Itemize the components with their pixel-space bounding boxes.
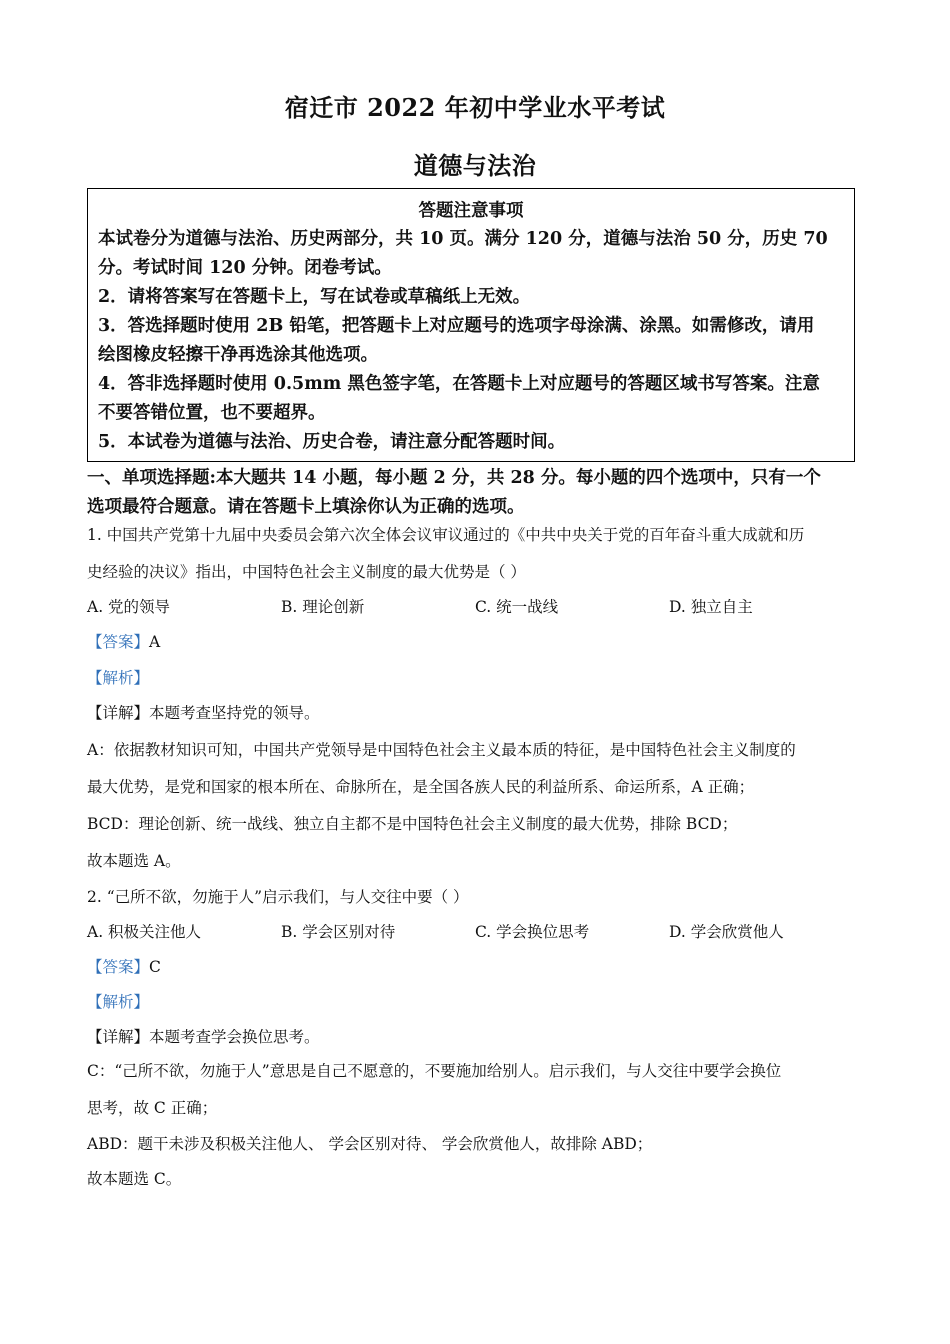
q1-options <box>87 596 867 618</box>
q1-option-d: D. 独立自主 <box>669 598 753 616</box>
subject-title: 道德与法治 <box>413 151 537 180</box>
q2-options <box>87 921 867 943</box>
notice-line: 本试卷分为道德与法治、历史两部分，共 10 页。满分 120 分，道德与法治 50 分，历史 70 <box>98 229 828 249</box>
q2-conclusion: 故本题选 C。 <box>87 1170 182 1188</box>
notice-box <box>87 188 855 462</box>
notice-line: 5．本试卷为道德与法治、历史合卷，请注意分配答题时间。 <box>98 432 566 452</box>
q1-option-c: C. 统一战线 <box>475 598 559 616</box>
notice-line: 2．请将答案写在答题卡上，写在试卷或草稿纸上无效。 <box>98 287 531 307</box>
q2-analysis-label: 【解析】 <box>87 993 150 1011</box>
q1-answer <box>87 631 877 653</box>
q1-conclusion: 故本题选 A。 <box>87 852 181 870</box>
q1-option-a: A. 党的领导 <box>87 598 171 616</box>
q2-explanation-line: ABD：题干未涉及积极关注他人、 学会区别对待、 学会欣赏他人，故排除 ABD； <box>87 1135 653 1153</box>
q2-option-c: C. 学会换位思考 <box>475 923 590 941</box>
answer-label: 【答案】 <box>87 958 150 976</box>
q2-answer <box>87 956 877 978</box>
section-heading-line: 选项最符合题意。请在答题卡上填涂你认为正确的选项。 <box>87 497 525 517</box>
q2-explanation-line: 思考，故 C 正确； <box>87 1099 218 1117</box>
q1-analysis-label: 【解析】 <box>87 669 150 687</box>
q2-explanation-line: C：“己所不欲，勿施于人”意思是自己不愿意的，不要施加给别人。启示我们，与人交往中要学会换位 <box>87 1062 782 1080</box>
q1-explanation-line: BCD：理论创新、统一战线、独立自主都不是中国特色社会主义制度的最大优势，排除 BCD； <box>87 815 738 833</box>
answer-value: A <box>149 633 161 651</box>
q1-stem-line: 1. 中国共产党第十九届中央委员会第六次全体会议审议通过的《中共中央关于党的百年奋斗重大成就和历 <box>87 526 805 544</box>
notice-line: 4．答非选择题时使用 0.5mm 黑色签字笔，在答题卡上对应题号的答题区域书写答案。注意 <box>98 374 820 394</box>
q2-detail: 【详解】本题考查学会换位思考。 <box>87 1028 320 1046</box>
q1-explanation-line: 最大优势，是党和国家的根本所在、命脉所在，是全国各族人民的利益所系、命运所系，A 正确； <box>87 778 755 796</box>
q1-option-b: B. 理论创新 <box>281 598 365 616</box>
q1-stem-line: 史经验的决议》指出，中国特色社会主义制度的最大优势是（ ） <box>87 563 526 581</box>
notice-line: 不要答错位置，也不要超界。 <box>98 403 326 423</box>
answer-label: 【答案】 <box>87 633 150 651</box>
notice-line: 分。考试时间 120 分钟。闭卷考试。 <box>98 258 392 278</box>
answer-value: C <box>149 958 161 976</box>
q1-explanation-line: A：依据教材知识可知，中国共产党领导是中国特色社会主义最本质的特征，是中国特色社会主义制度的 <box>87 741 796 759</box>
exam-title: 宿迁市 2022 年初中学业水平考试 <box>284 93 666 122</box>
q2-option-d: D. 学会欣赏他人 <box>669 923 784 941</box>
section-heading <box>87 464 867 522</box>
q2-stem: 2. “己所不欲，勿施于人”启示我们，与人交往中要（ ） <box>87 888 469 906</box>
notice-line: 3．答选择题时使用 2B 铅笔，把答题卡上对应题号的选项字母涂满、涂黑。如需修改，请用 <box>98 316 815 336</box>
notice-line: 绘图橡皮轻擦干净再选涂其他选项。 <box>98 345 378 365</box>
q1-detail: 【详解】本题考查坚持党的领导。 <box>87 704 320 722</box>
q2-option-b: B. 学会区别对待 <box>281 923 396 941</box>
notice-heading: 答题注意事项 <box>418 201 524 221</box>
q2-option-a: A. 积极关注他人 <box>87 923 202 941</box>
section-heading-line: 一、单项选择题:本大题共 14 小题，每小题 2 分，共 28 分。每小题的四个选项中，只有一个 <box>87 468 821 488</box>
